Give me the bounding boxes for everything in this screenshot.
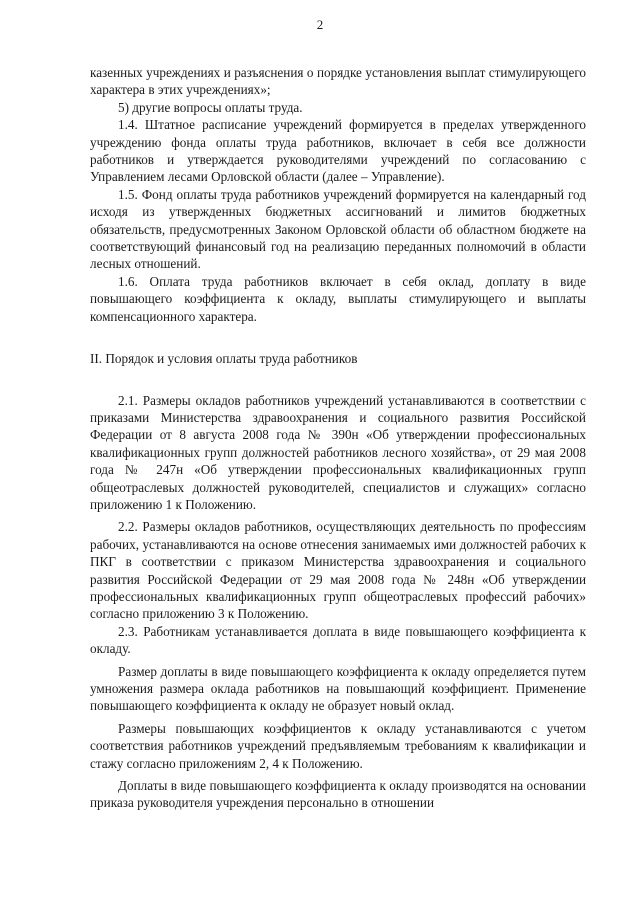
paragraph-coefficient-levels: Размеры повышающих коэффициентов к окладу устанавливаются с учетом соответствия работников учреждений предъявляемым требованиям к квалификации и стажу согласно приложениям 2, 4 к Положению. (90, 720, 586, 771)
paragraph-2-2: 2.2. Размеры окладов работников, осуществляющих деятельность по профессиям рабочих, устанавливаются на основе отнесения занимаемых ими должностей рабочих к ПКГ в соответствии с приказом Министерства здравоохранения и социального развития Российской Федерации от 29 мая 2008 года № 248н «Об утверждении профессиональных квалификационных групп общеотраслевых профессий рабочих» согласно приложению 3 к Положению. (90, 519, 586, 622)
paragraph-continuation: казенных учреждениях и разъяснения о порядке установления выплат стимулирующего характера в этих учреждениях»; (90, 65, 586, 98)
paragraph-coefficient-size: Размер доплаты в виде повышающего коэффициента к окладу определяется путем умножения размера оклада работников на повышающий коэффициент. Применение повышающего коэффициента к окладу не образует новый оклад. (90, 663, 586, 714)
paragraph-item-5: 5) другие вопросы оплаты труда. (118, 99, 303, 115)
paragraph-1-5: 1.5. Фонд оплаты труда работников учреждений формируется на календарный год исходя из утвержденных бюджетных ассигнований и лимитов бюджетных обязательств, предусмотренных Законом Орловской области об областном бюджете на соответствующий финансовый год на реализацию переданных полномочий в области лесных отношений. (90, 186, 586, 272)
paragraph-2-1: 2.1. Размеры окладов работников учреждений устанавливаются в соответствии с приказами Министерства здравоохранения и социального развития Российской Федерации от 8 августа 2008 года № 390н «Об утверждении профессиональных квалификационных групп должностей работников лесного хозяйства», от 29 мая 2008 года № 247н «Об утверждении профессиональных квалификационных групп общеотраслевых должностей руководителей, специалистов и служащих» согласно приложению 1 к Положению. (90, 392, 586, 512)
page-number: 2 (316, 17, 324, 32)
paragraph-1-4: 1.4. Штатное расписание учреждений формируется в пределах утвержденного учреждению фонда оплаты труда работников, включает в себя все должности работников и утверждается руководителями учреждений по согласованию с Управлением лесами Орловской области (далее – Управление). (90, 117, 586, 185)
paragraph-coefficient-order: Доплаты в виде повышающего коэффициента к окладу производятся на основании приказа руководителя учреждения персонально в отношении (90, 778, 586, 811)
paragraph-2-3: 2.3. Работникам устанавливается доплата в виде повышающего коэффициента к окладу. (90, 623, 586, 657)
paragraph-1-6: 1.6. Оплата труда работников включает в себя оклад, доплату в виде повышающего коэффициента к окладу, выплаты стимулирующего и выплаты компенсационного характера. (90, 273, 586, 324)
section-title: II. Порядок и условия оплаты труда работников (90, 351, 358, 367)
document-body (90, 64, 586, 812)
